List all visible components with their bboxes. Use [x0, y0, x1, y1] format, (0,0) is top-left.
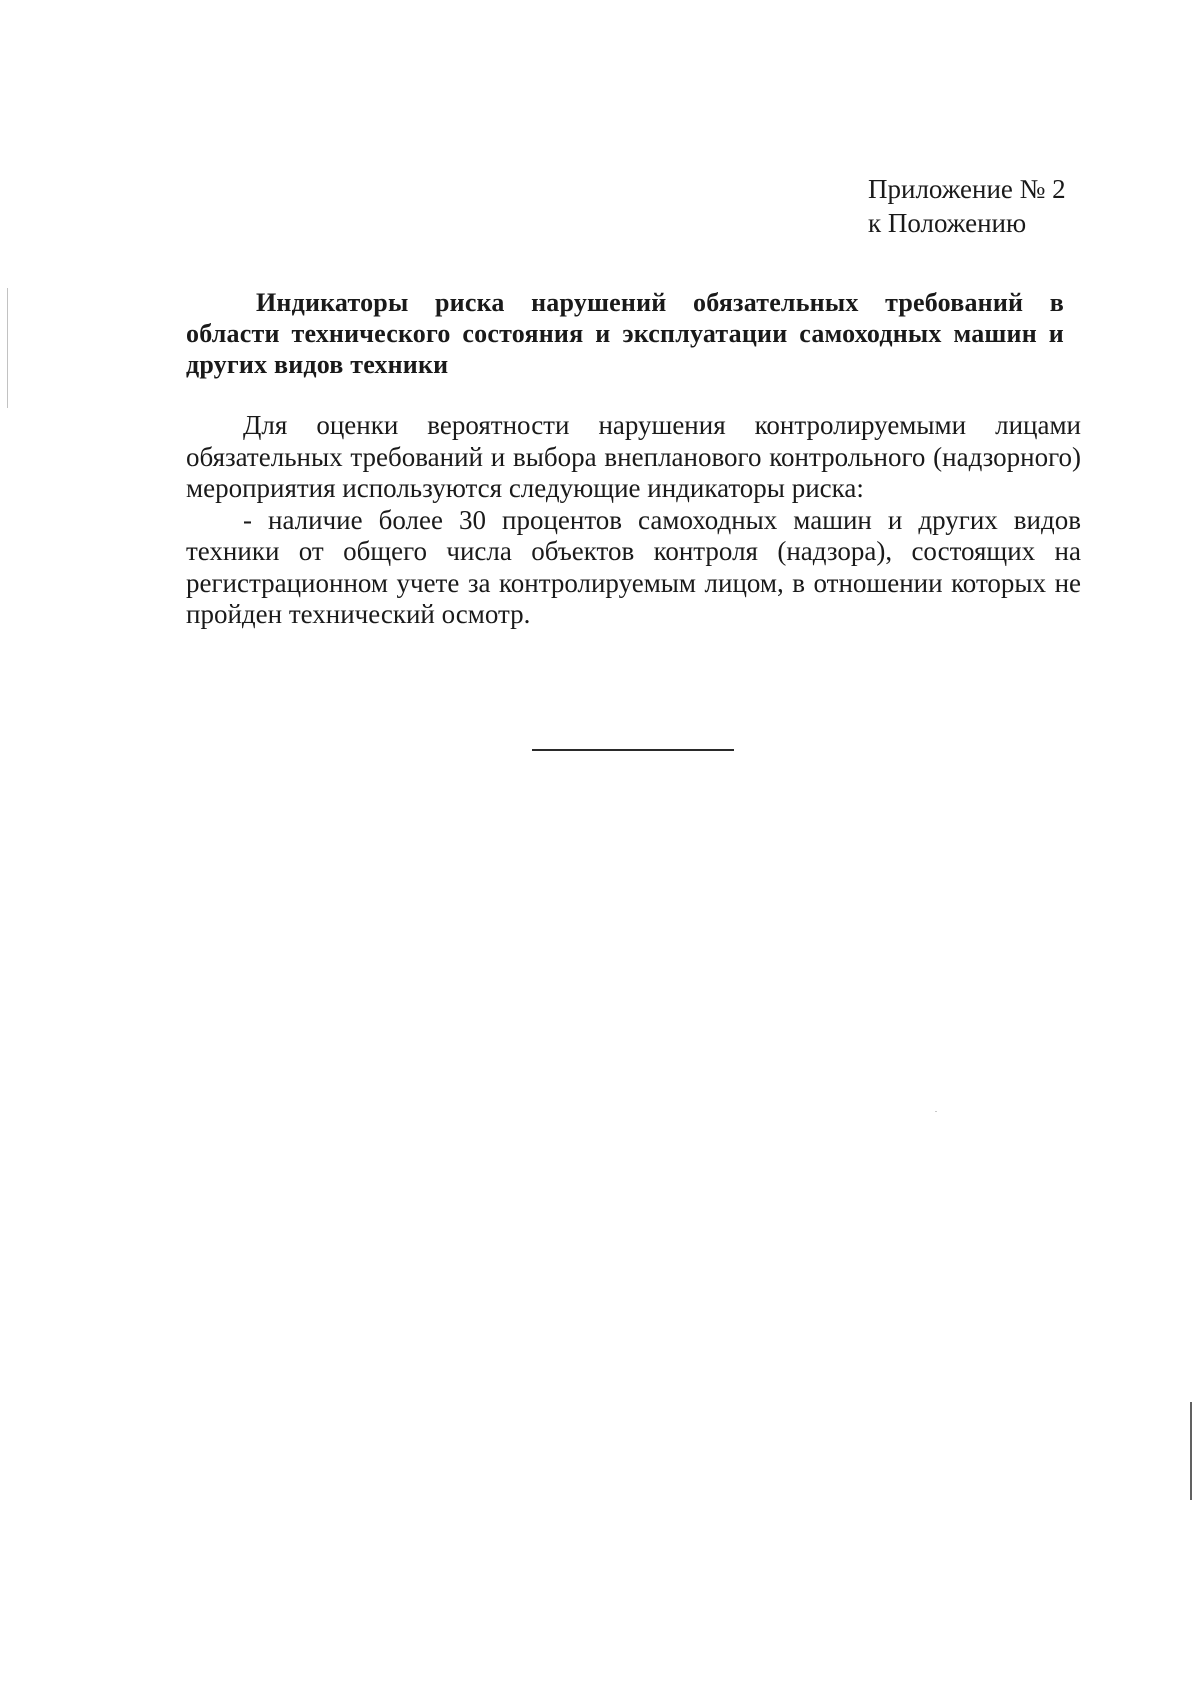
- scan-speck: [935, 1111, 937, 1112]
- appendix-number: Приложение № 2: [868, 174, 1066, 204]
- document-body: [186, 410, 1081, 631]
- scan-artifact-right: [1190, 1402, 1192, 1500]
- end-separator-line: [532, 749, 734, 751]
- scan-artifact-left: [7, 288, 8, 408]
- appendix-header: [868, 172, 1066, 240]
- body-paragraph-indicator: - наличие более 30 процентов самоходных машин и других видов техники от общего числа объектов контроля (надзора), состоящих на регистрационном учете за контролируемым лицом, в отношении которых не пройден технический осмотр.: [186, 504, 1081, 629]
- body-paragraph-intro: Для оценки вероятности нарушения контролируемыми лицами обязательных требований и выбора внепланового контрольного (надзорного) мероприятия используются следующие индикаторы риска:: [186, 410, 1081, 503]
- document-title: Индикаторы риска нарушений обязательных требований в области технического состояния и эксплуатации самоходных машин и других видов техники: [186, 288, 1064, 379]
- appendix-reference: к Положению: [868, 208, 1027, 238]
